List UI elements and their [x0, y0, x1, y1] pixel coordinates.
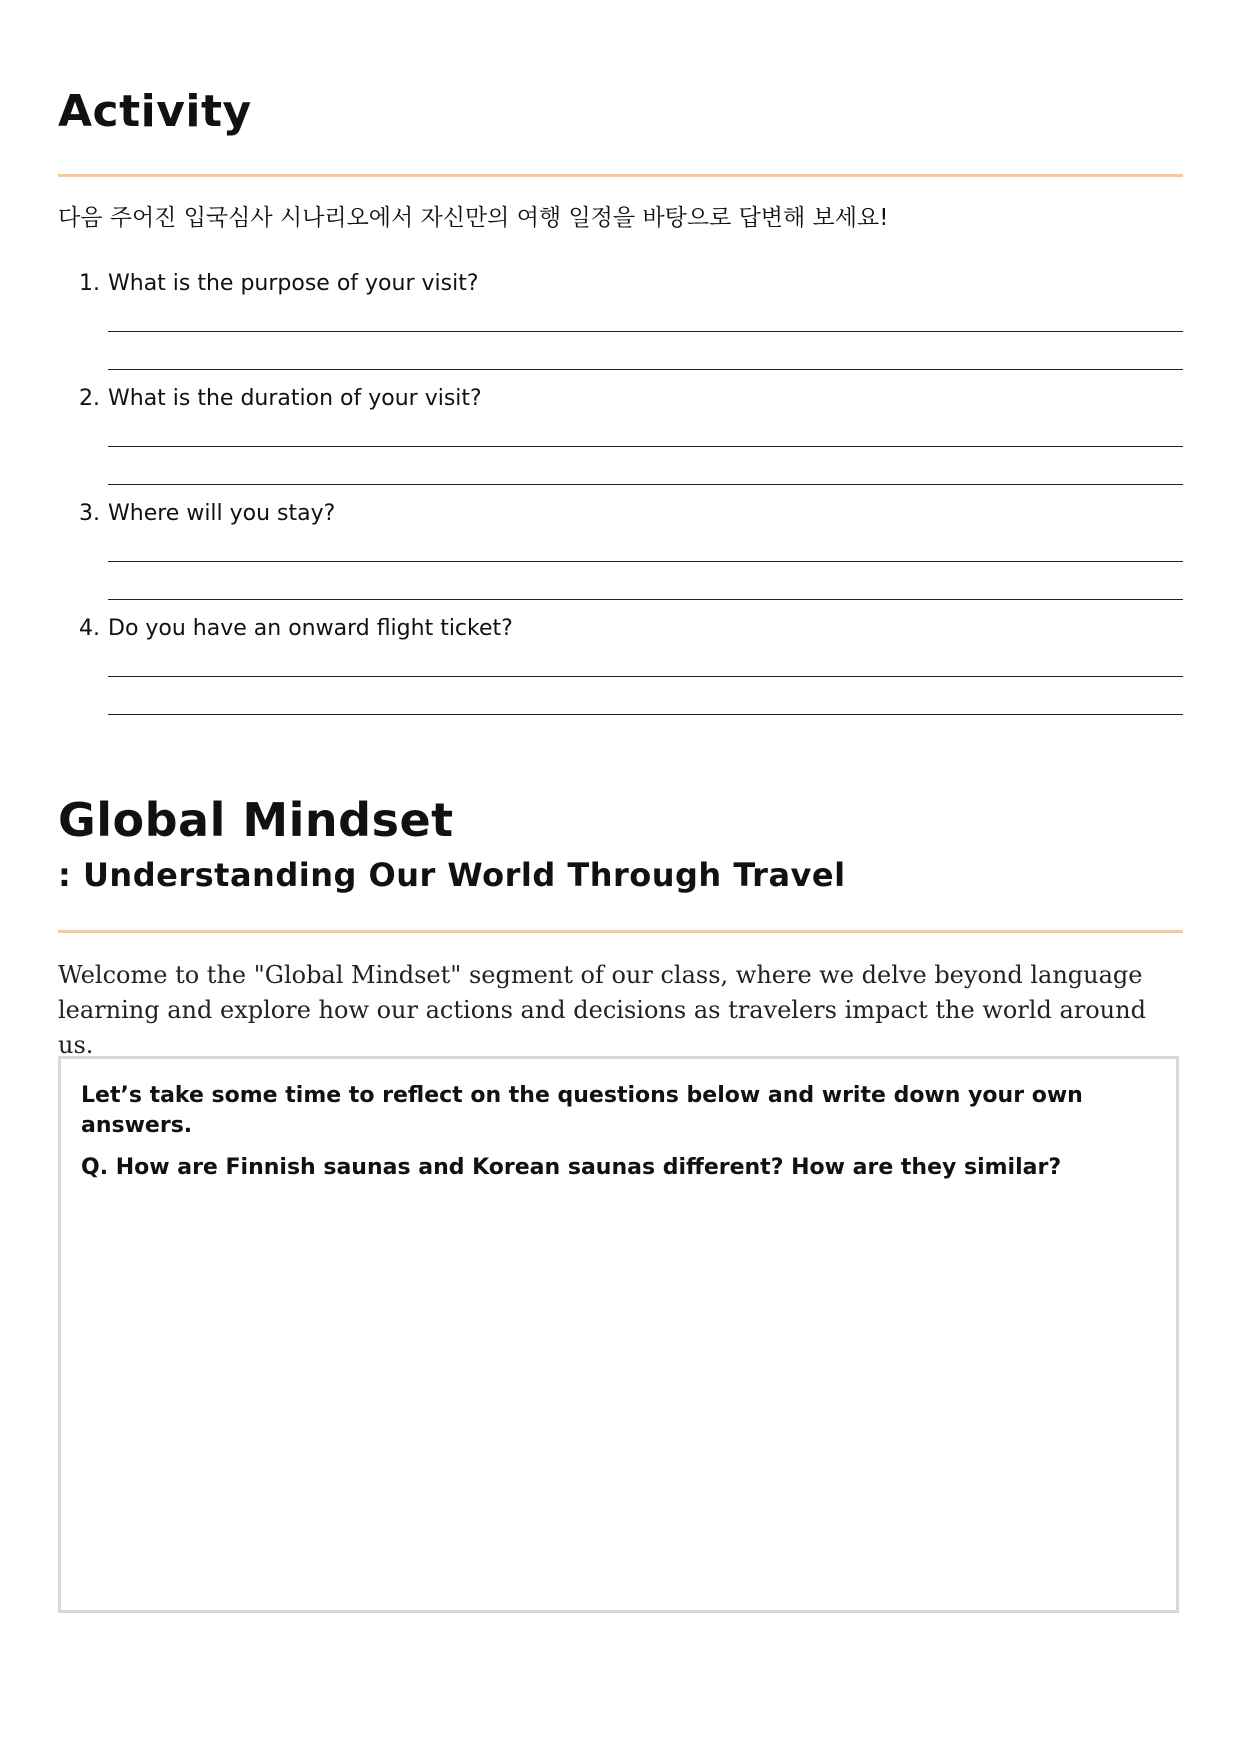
question-number: 1.	[79, 271, 100, 296]
question-list	[58, 265, 1183, 725]
reflection-question: Q. How are Finnish saunas and Korean saunas different? How are they similar?	[81, 1155, 1062, 1180]
question-item-2	[58, 380, 1183, 495]
answer-line[interactable]	[108, 714, 1183, 715]
activity-title: Activity	[58, 86, 252, 137]
reflection-prompt: Let’s take some time to reflect on the questions below and write down your own answers.	[81, 1083, 1083, 1138]
welcome-paragraph: Welcome to the "Global Mindset" segment of our class, where we delve beyond language learning and explore how our actions and decisions as travelers impact the world around us.	[58, 961, 1146, 1059]
activity-divider	[58, 174, 1183, 177]
answer-line[interactable]	[108, 369, 1183, 370]
question-text: What is the purpose of your visit?	[108, 271, 479, 296]
question-item-4	[58, 610, 1183, 725]
question-text: What is the duration of your visit?	[108, 386, 482, 411]
global-mindset-subtitle: : Understanding Our World Through Travel	[58, 856, 846, 894]
activity-instruction: 다음 주어진 입국심사 시나리오에서 자신만의 여행 일정을 바탕으로 답변해 보세요!	[58, 205, 889, 231]
question-item-3	[58, 495, 1183, 610]
reflection-answer-box[interactable]	[58, 1056, 1179, 1613]
question-number: 4.	[79, 616, 100, 641]
answer-line[interactable]	[108, 561, 1183, 562]
answer-line[interactable]	[108, 599, 1183, 600]
question-text: Do you have an onward flight ticket?	[108, 616, 513, 641]
question-number: 3.	[79, 501, 100, 526]
question-number: 2.	[79, 386, 100, 411]
answer-line[interactable]	[108, 331, 1183, 332]
answer-line[interactable]	[108, 484, 1183, 485]
question-text: Where will you stay?	[108, 501, 336, 526]
global-mindset-divider	[58, 930, 1183, 933]
global-mindset-title: Global Mindset	[58, 793, 454, 847]
answer-line[interactable]	[108, 446, 1183, 447]
answer-line[interactable]	[108, 676, 1183, 677]
question-item-1	[58, 265, 1183, 380]
